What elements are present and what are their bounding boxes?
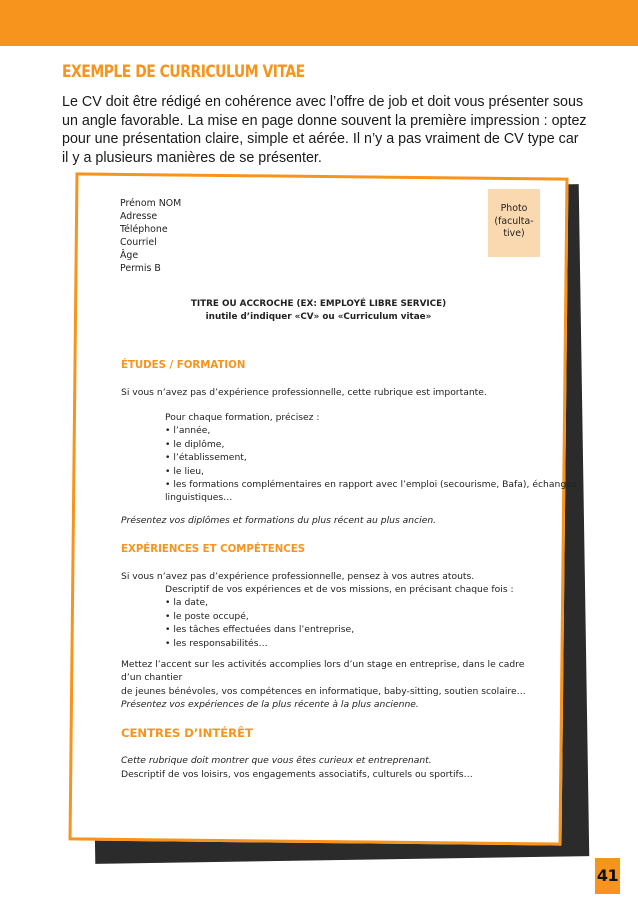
identity-block — [120, 197, 181, 275]
identity-license: Permis B — [120, 263, 161, 274]
etudes-heading: ÉTUDES / FORMATION — [121, 360, 246, 371]
photo-label: Photo — [500, 203, 528, 214]
list-item: Pour chaque formation, précisez : — [165, 412, 320, 423]
intro-paragraph: Le CV doit être rédigé en cohérence avec l’offre de job et doit vous présenter sous un angle favorable. La mise en page donne souvent la première impression : optez pour une présentation claire, simple et aérée. Il n’y a pas vraiment de CV type car il y a plusieurs manières de se présenter. — [62, 94, 587, 166]
list-item: • l’établissement, — [165, 452, 247, 464]
etudes-note: Présentez vos diplômes et formations du plus récent au plus ancien. — [121, 515, 437, 526]
photo-placeholder — [488, 189, 540, 257]
centres-text: Descriptif de vos loisirs, vos engagements associatifs, culturels ou sportifs… — [121, 769, 473, 780]
etudes-list — [165, 411, 585, 505]
list-item: • le diplôme, — [165, 438, 225, 450]
list-item: • les tâches effectuées dans l’entreprise, — [165, 624, 355, 636]
headline-title: TITRE OU ACCROCHE (EX: EMPLOYÉ LIBRE SERVICE) — [190, 299, 447, 309]
list-item: • les formations complémentaires en rapport avec l’emploi (secourisme, Bafa), échanges — [165, 479, 577, 491]
headline-subtitle: inutile d’indiquer «CV» ou «Curriculum vitae» — [205, 312, 432, 322]
experiences-intro: Si vous n’avez pas d’expérience professionnelle, pensez à vos autres atouts. — [121, 571, 475, 582]
identity-address: Adresse — [120, 211, 158, 222]
identity-age: Âge — [120, 250, 139, 261]
centres-note: Cette rubrique doit montrer que vous êtes curieux et entreprenant. — [121, 755, 432, 766]
experiences-note: Présentez vos expériences de la plus récente à la plus ancienne. — [121, 699, 419, 710]
identity-email: Courriel — [120, 237, 157, 248]
section-title: EXEMPLE DE CURRICULUM VITAE — [62, 62, 305, 82]
identity-phone: Téléphone — [120, 224, 168, 235]
photo-label: (faculta- — [494, 215, 534, 227]
list-item: linguistiques… — [165, 492, 233, 504]
experiences-accent — [121, 658, 541, 698]
accent-line: de jeunes bénévoles, vos compétences en informatique, baby-sitting, soutien scolaire… — [121, 685, 526, 697]
cv-headline — [75, 298, 562, 324]
page-number: 41 — [595, 858, 620, 894]
experiences-heading: EXPÉRIENCES ET COMPÉTENCES — [121, 544, 306, 555]
top-band — [0, 0, 638, 46]
identity-name: Prénom NOM — [120, 198, 182, 209]
list-item: • les responsabilités… — [165, 637, 268, 649]
list-item: • la date, — [165, 597, 209, 609]
experiences-list — [165, 583, 585, 650]
centres-heading: CENTRES D’INTÉRÊT — [121, 726, 253, 740]
photo-label: tive) — [503, 228, 525, 240]
list-item: • l’année, — [165, 425, 211, 437]
accent-line: Mettez l’accent sur les activités accomplies lors d’un stage en entreprise, dans le cadre d’un chantier — [121, 659, 525, 684]
list-item: • le lieu, — [165, 465, 204, 477]
etudes-intro: Si vous n’avez pas d’expérience professionnelle, cette rubrique est importante. — [121, 387, 487, 398]
list-item: • le poste occupé, — [165, 610, 249, 622]
list-item: Descriptif de vos expériences et de vos missions, en précisant chaque fois : — [165, 584, 514, 595]
cv-sample-card — [69, 172, 577, 845]
